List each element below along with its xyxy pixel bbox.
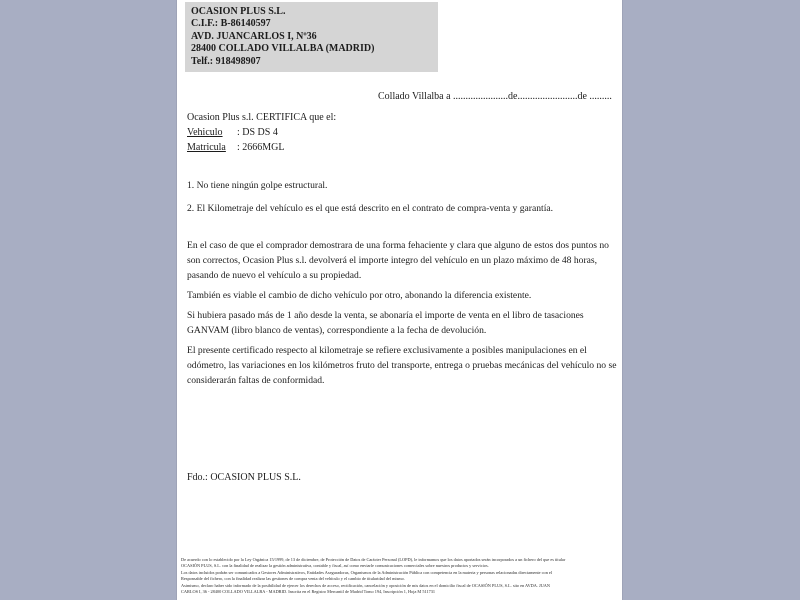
fine-print-line: Los datos incluidos podrán ser comunicados a Gestores Administrativos, Entidades Aseguradoras, Organismos de la Administración Pública con competencia en la materia y personas relacionadas directamente con el <box>181 569 553 575</box>
plate-field <box>187 142 285 153</box>
certify-intro: Ocasion Plus s.l. CERTIFICA que el: <box>187 112 337 123</box>
paragraph-ganvam: Si hubiera pasado más de 1 año desde la venta, se abonaría el importe de venta en el libro de tasaciones GANVAM (libro blanco de ventas), correspondiente a la fecha de devolución. <box>187 310 584 336</box>
document-page <box>177 0 622 600</box>
fine-print-group-rights <box>181 583 619 594</box>
legal-fine-print <box>181 557 619 596</box>
plate-value: : 2666MGL <box>237 142 285 153</box>
fine-print-group-data-sharing <box>181 570 619 581</box>
fine-print-group-lopd <box>181 557 619 568</box>
company-address: AVD. JUANCARLOS I, Nº36 <box>191 30 317 42</box>
point-mileage: 2. El Kilometraje del vehículo es el que está descrito en el contrato de compra-venta y garantía. <box>187 203 554 214</box>
body-paragraphs <box>187 238 617 393</box>
fine-print-line: Asimismo, declaro haber sido informado de la posibilidad de ejercer los derechos de acceso, rectificación, cancelación y oposición de mis datos en el domicilio fiscal de OCASIÓN PLUS, S.L. sito en AVDA. JUAN <box>181 582 551 588</box>
company-name: OCASION PLUS S.L. <box>191 6 286 17</box>
point-structural: 1. No tiene ningún golpe estructural. <box>187 180 328 191</box>
fine-print-line: CARLOS I, 36 - 28400 COLLADO VILLALBA - MADRID. Inscrita en el Registro Mercantil de Madrid Tomo 194, Inscripción 1, Hoja M 511731 <box>181 588 436 594</box>
vehicle-label: Vehiculo <box>187 127 223 138</box>
plate-label: Matricula <box>187 142 226 153</box>
date-line: Collado Villalba a ......................de........................de ......... <box>378 91 612 102</box>
fine-print-line: De acuerdo con lo establecido por la Ley Orgánica 15/1999, de 13 de diciembre, de Protección de Datos de Carácter Personal (LOPD), le informamos que los datos aportados serán incorporados a un fichero del que es titular <box>181 557 566 562</box>
signature-line: Fdo.: OCASION PLUS S.L. <box>187 472 301 483</box>
fine-print-line: Responsable del fichero, con la finalidad realizar las gestiones de compra venta del vehículo y el cambio de titularidad del mismo. <box>181 575 405 581</box>
vehicle-field <box>187 127 278 138</box>
company-city: 28400 COLLADO VILLALBA (MADRID) <box>191 43 375 55</box>
vehicle-value: : DS DS 4 <box>237 127 278 138</box>
company-phone: Telf.: 918498907 <box>191 55 261 67</box>
paragraph-exchange: También es viable el cambio de dicho vehículo por otro, abonando la diferencia existente. <box>187 290 532 301</box>
paragraph-refund: En el caso de que el comprador demostrara de una forma fehaciente y clara que alguno de estos dos puntos no son correctos, Ocasion Plus s.l. devolverá el importe integro del vehículo en un plazo máximo de 48 horas, pasando de nuevo el vehículo a su propiedad. <box>187 240 609 281</box>
company-letterhead-block <box>185 2 438 72</box>
fine-print-line: OCASIÓN PLUS, S.L. con la finalidad de realizar la gestión administrativa, contable y fiscal, así como enviarle comunicaciones comerciales sobre nuestros productos y servicios. <box>181 562 489 568</box>
paragraph-odometer: El presente certificado respecto al kilometraje se refiere exclusivamente a posibles manipulaciones en el odómetro, las variaciones en los kilómetros fruto del transporte, entrega o pruebas mecánicas del vehículo no se considerarán faltas de conformidad. <box>187 345 617 386</box>
company-cif: C.I.F.: B-86140597 <box>191 18 271 30</box>
